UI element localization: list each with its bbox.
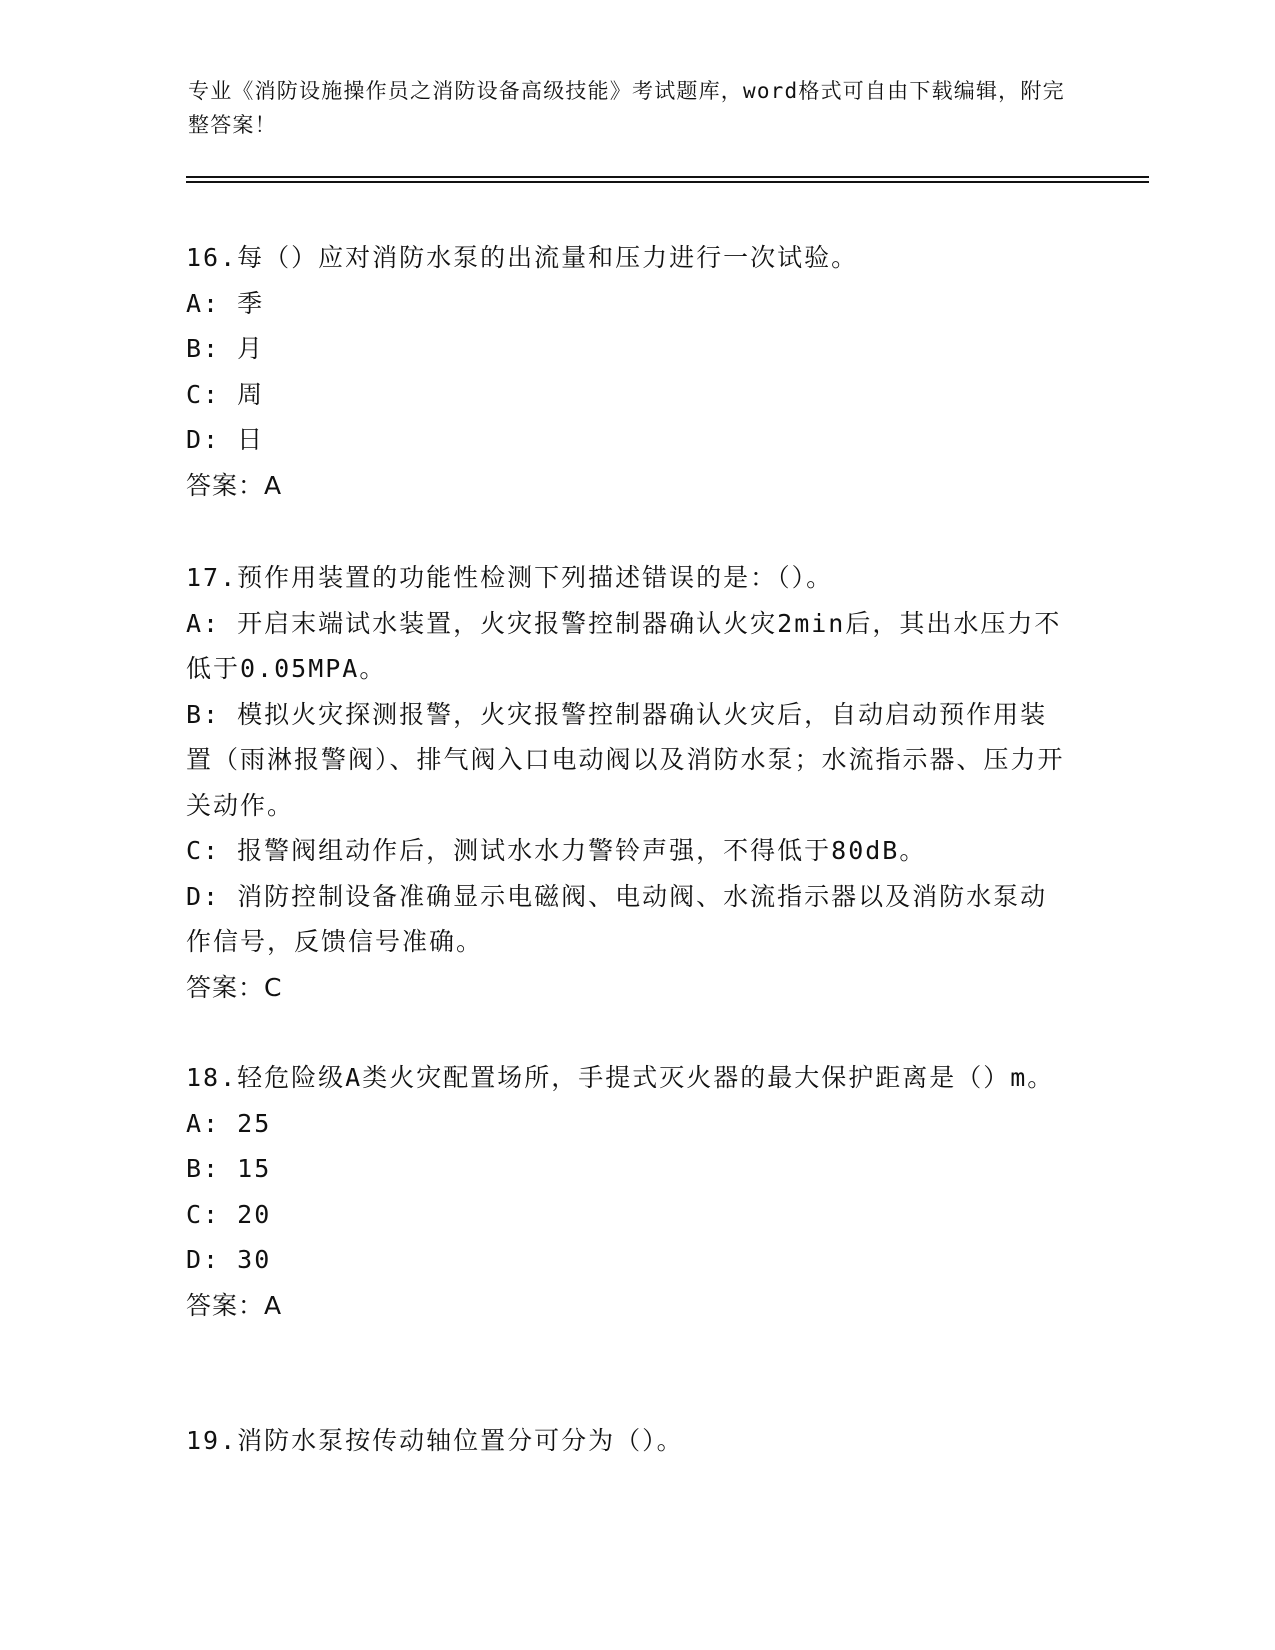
question-stem: 19.消防水泵按传动轴位置分可分为（）。 xyxy=(186,1426,684,1455)
option-b: B: 月 xyxy=(186,334,265,363)
question-19 xyxy=(186,1418,1066,1464)
option-c: C: 报警阀组动作后，测试水水力警铃声强，不得低于80dB。 xyxy=(186,836,927,865)
document-header: 专业《消防设施操作员之消防设备高级技能》考试题库，word格式可自由下载编辑，附完整答案！ xyxy=(188,79,1065,137)
option-d: D: 日 xyxy=(186,425,265,454)
option-a: A: 开启末端试水装置，火灾报警控制器确认火灾2min后，其出水压力不低于0.05MPA。 xyxy=(186,608,1062,683)
option-c: C: 周 xyxy=(186,379,265,409)
question-stem: 16.每（）应对消防水泵的出流量和压力进行一次试验。 xyxy=(186,243,859,272)
header-divider-bottom xyxy=(186,181,1149,183)
option-b: B: 15 xyxy=(186,1154,272,1183)
option-d: D: 30 xyxy=(186,1245,272,1274)
answer: 答案：A xyxy=(186,470,283,500)
answer: 答案：C xyxy=(186,972,283,1002)
option-b: B: 模拟火灾探测报警，火灾报警控制器确认火灾后，自动启动预作用装置（雨淋报警阀）、排气阀入口电动阀以及消防水泵；水流指示器、压力开关动作。 xyxy=(186,699,1065,820)
question-stem: 17.预作用装置的功能性检测下列描述错误的是：（）。 xyxy=(186,563,834,592)
option-a: A: 25 xyxy=(186,1108,272,1138)
option-c: C: 20 xyxy=(186,1199,272,1229)
question-17 xyxy=(186,555,1066,1010)
answer: 答案：A xyxy=(186,1290,283,1320)
option-a: A: 季 xyxy=(186,288,265,318)
header-divider-top xyxy=(186,176,1149,178)
question-stem: 18.轻危险级A类火灾配置场所，手提式灭火器的最大保护距离是（）m。 xyxy=(186,1063,1055,1092)
question-16 xyxy=(186,235,1066,508)
option-d: D: 消防控制设备准确显示电磁阀、电动阀、水流指示器以及消防水泵动作信号，反馈信号准确。 xyxy=(186,881,1048,956)
question-18 xyxy=(186,1055,1066,1328)
